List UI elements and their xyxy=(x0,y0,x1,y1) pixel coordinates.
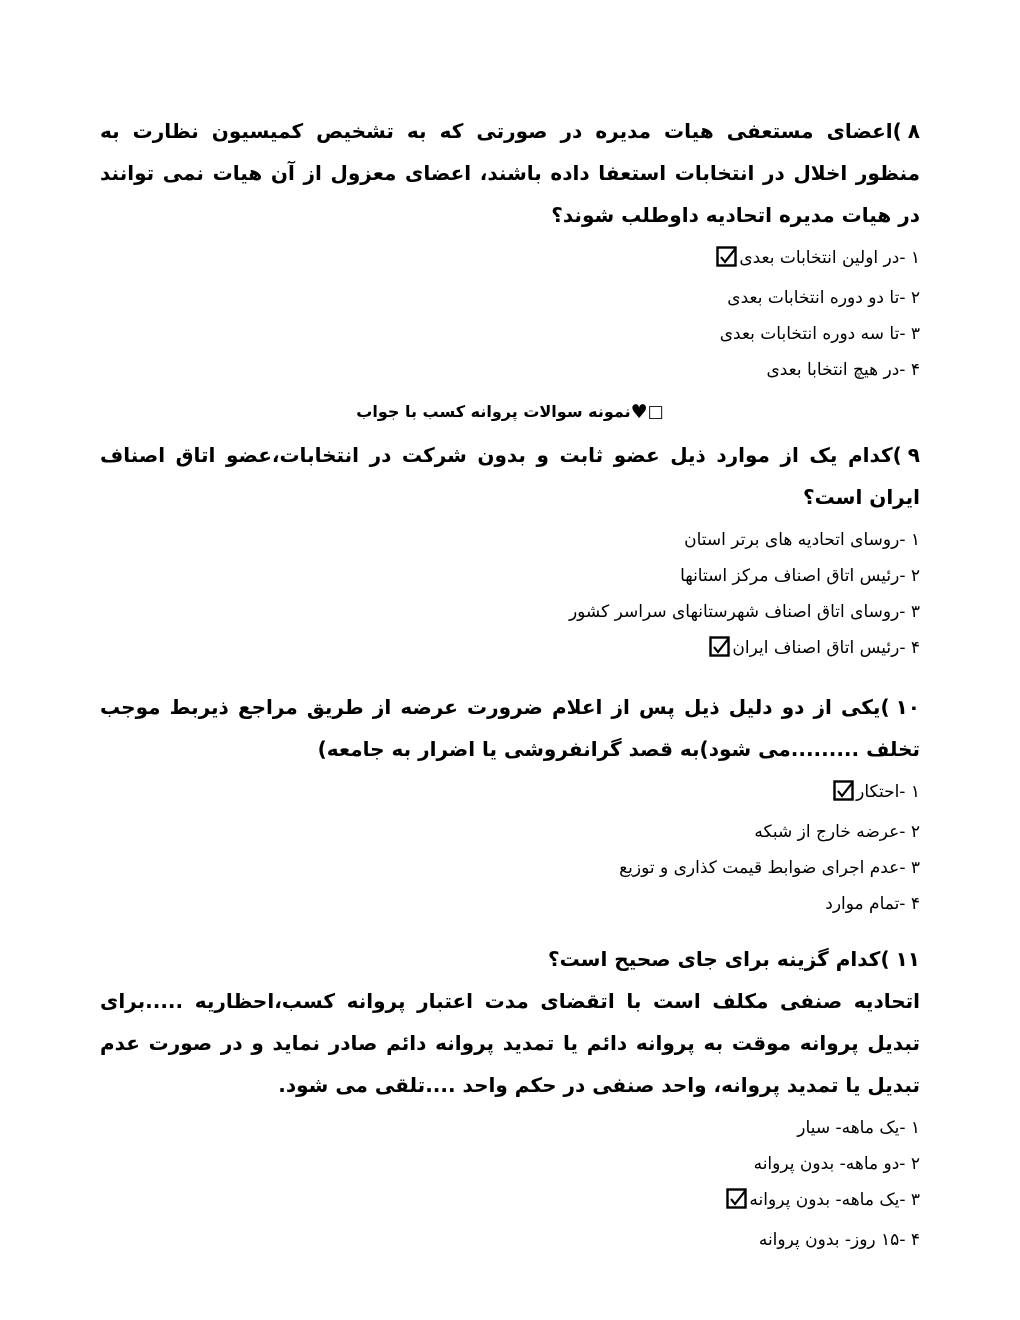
question-block-9 xyxy=(100,434,920,670)
option-text: ۲ -رئیس اتاق اصناف مرکز استانها xyxy=(680,566,920,586)
question-title xyxy=(100,434,920,518)
options-list xyxy=(100,1110,920,1258)
option-row xyxy=(100,774,920,814)
option-row xyxy=(100,316,920,352)
option-text: ۲ -تا دو دوره انتخابات بعدی xyxy=(727,288,920,308)
option-row xyxy=(100,630,920,670)
question-number: ۹ xyxy=(907,443,920,467)
option-text: ۱ -روسای اتحادیه های برتر استان xyxy=(684,530,920,550)
option-text: ۱ -احتکار xyxy=(856,782,920,802)
question-block-10 xyxy=(100,686,920,922)
question-number: ۱۰ xyxy=(895,695,920,719)
options-list xyxy=(100,774,920,922)
option-text: ۲ -عرضه خارج از شبکه xyxy=(754,822,920,842)
option-text: ۲ -دو ماهه- بدون پروانه xyxy=(753,1154,920,1174)
option-row xyxy=(100,886,920,922)
watermark-text: نمونه سوالات پروانه کسب با جواب xyxy=(356,402,631,421)
option-row xyxy=(100,280,920,316)
heart-icon: ♥ xyxy=(630,401,648,423)
checkbox-checked-icon xyxy=(833,778,854,814)
option-text: ۳ -تا سه دوره انتخابات بعدی xyxy=(719,324,920,344)
option-text: ۴ -رئیس اتاق اصناف ایران xyxy=(732,638,920,658)
watermark xyxy=(100,400,920,424)
question-block-8 xyxy=(100,110,920,388)
option-row xyxy=(100,352,920,388)
option-row xyxy=(100,558,920,594)
options-list xyxy=(100,240,920,388)
option-text: ۳ -یک ماهه- بدون پروانه xyxy=(749,1190,920,1210)
option-text: ۴ -تمام موارد xyxy=(825,894,920,914)
option-row xyxy=(100,850,920,886)
option-row xyxy=(100,522,920,558)
option-text: ۱ -یک ماهه- سیار xyxy=(797,1118,920,1138)
open-paren: ( xyxy=(880,695,890,719)
option-text: ۳ -روسای اتاق اصناف شهرستانهای سراسر کشور xyxy=(568,602,920,622)
option-row xyxy=(100,1222,920,1258)
option-row xyxy=(100,1110,920,1146)
square-icon: □ xyxy=(647,402,664,422)
question-number: ۱۱ xyxy=(895,947,920,971)
option-text: ۱ -در اولین انتخابات بعدی xyxy=(739,248,920,268)
open-paren: ( xyxy=(880,947,890,971)
question-text: کدام گزینه برای جای صحیح است؟ xyxy=(548,947,881,971)
option-row xyxy=(100,1182,920,1222)
question-text: کدام یک از موارد ذیل عضو ثابت و بدون شرکت در انتخابات،عضو اتاق اصناف ایران است؟ xyxy=(100,443,920,509)
question-title xyxy=(100,686,920,770)
question-body: اتحادیه صنفی مکلف است با اتقضای مدت اعتبار پروانه کسب،احظاریه .....برای تبدیل پروانه موقت به پروانه دائم یا تمدید پروانه دائم صادر نماید و در صورت عدم تبدیل یا تمدید پروانه، واحد صنفی در حکم واحد ....تلقی می شود. xyxy=(100,989,920,1097)
checkbox-checked-icon xyxy=(726,1186,747,1222)
open-paren: ( xyxy=(892,443,902,467)
question-block-11 xyxy=(100,938,920,1258)
question-number: ۸ xyxy=(907,119,920,143)
options-list xyxy=(100,522,920,670)
checkbox-checked-icon xyxy=(709,634,730,670)
option-text: ۴ -در هیچ انتخابا بعدی xyxy=(766,360,920,380)
question-text: اعضای مستعفی هیات مدیره در صورتی که به تشخیص کمیسیون نظارت به منظور اخلال در انتخابات استعفا داده باشند، اعضای معزول از آن هیات نمی توانند در هیات مدیره اتحادیه داوطلب شوند؟ xyxy=(100,119,920,227)
option-row xyxy=(100,594,920,630)
question-text: یکی از دو دلیل ذیل پس از اعلام ضرورت عرضه از طریق مراجع ذیربط موجب تخلف .........می شود)به قصد گرانفروشی یا اضرار به جامعه) xyxy=(100,695,920,761)
option-row xyxy=(100,1146,920,1182)
option-row xyxy=(100,814,920,850)
question-title xyxy=(100,110,920,236)
option-text: ۳ -عدم اجرای ضوابط قیمت کذاری و توزیع xyxy=(619,858,920,878)
checkbox-checked-icon xyxy=(716,244,737,280)
option-text: ۴ -۱۵ روز- بدون پروانه xyxy=(758,1230,920,1250)
open-paren: ( xyxy=(892,119,902,143)
option-row xyxy=(100,240,920,280)
question-title xyxy=(100,938,920,980)
